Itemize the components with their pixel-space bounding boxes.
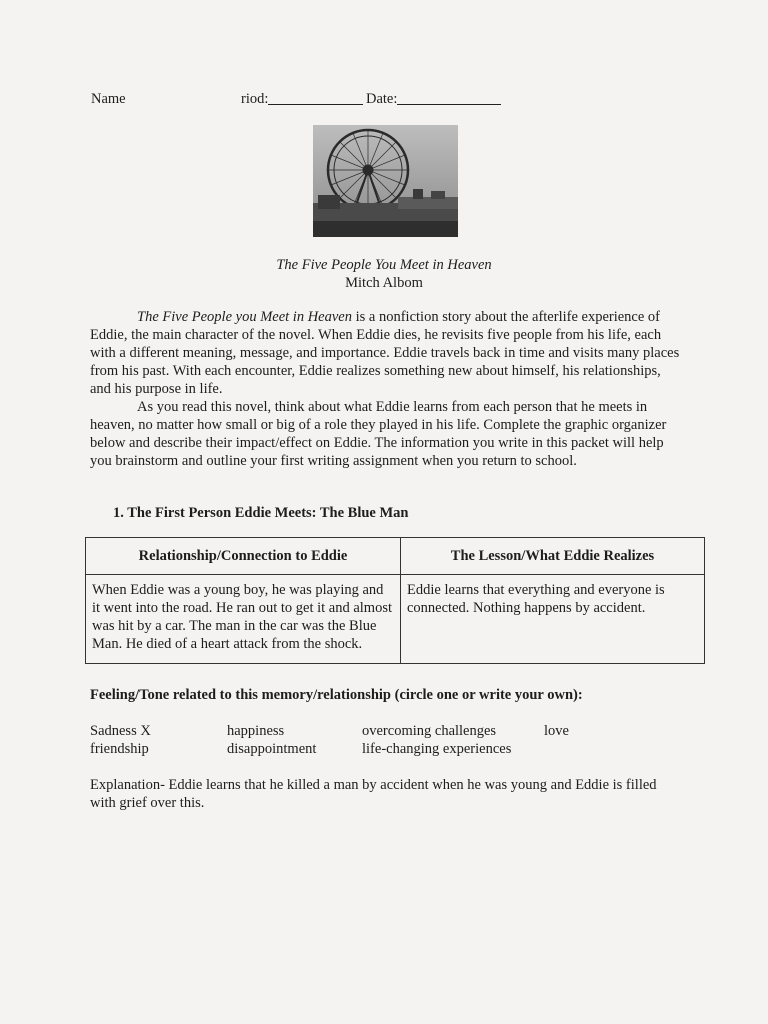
period-label-text: riod:	[241, 91, 269, 107]
graphic-organizer-table	[85, 537, 705, 664]
book-title: The Five People You Meet in Heaven	[276, 257, 492, 273]
tone-option[interactable]: life-changing experiences	[362, 741, 512, 757]
book-title-block	[0, 256, 768, 292]
name-label: Name	[91, 91, 126, 107]
section-1-title: 1. The First Person Eddie Meets: The Blue Man	[113, 505, 409, 521]
book-author: Mitch Albom	[345, 275, 423, 291]
period-blank[interactable]	[268, 91, 363, 105]
date-label	[366, 91, 397, 108]
explanation-text[interactable]: Explanation- Eddie learns that he killed a man by accident when he was young and Eddie is filled with grief over this.	[90, 777, 657, 811]
date-label-text: Date:	[366, 91, 398, 107]
intro-paragraph-1-text: is a nonfiction story about the afterlife experience of Eddie, the main character of the novel. When Eddie dies, he revisits five people from his life, each with a different meaning, message, and importance. Eddie travels back in time and visits many places from his past. With each encounter, Eddie realizes something new about himself, his relationships, and his purpose in life.	[90, 309, 680, 397]
tone-option[interactable]: Sadness X	[90, 723, 151, 739]
lesson-answer[interactable]: Eddie learns that everything and everyone is connected. Nothing happens by accident.	[401, 575, 705, 664]
tone-option[interactable]: happiness	[227, 723, 285, 739]
lesson-header: The Lesson/What Eddie Realizes	[401, 538, 705, 575]
table-row	[86, 575, 705, 664]
tone-option[interactable]: disappointment	[227, 741, 317, 757]
table-header-row	[86, 538, 705, 575]
intro-paragraph-1	[90, 308, 680, 398]
intro-text	[90, 308, 680, 470]
date-blank[interactable]	[397, 91, 501, 105]
relationship-answer[interactable]: When Eddie was a young boy, he was playing and it went into the road. He ran out to get it and almost was hit by a car. The man in the car was the Blue Man. He died of a heart attack from the shock.	[86, 575, 401, 664]
tone-option[interactable]: love	[544, 723, 569, 739]
intro-book-title: The Five People you Meet in Heaven	[137, 309, 352, 325]
feeling-question: Feeling/Tone related to this memory/relationship (circle one or write your own):	[90, 687, 583, 703]
ferris-wheel-photo	[313, 125, 458, 237]
period-label	[241, 91, 268, 108]
intro-paragraph-2: As you read this novel, think about what Eddie learns from each person that he meets in heaven, no matter how small or big of a role they played in his life. Complete the graphic organizer below and describe their impact/effect on Eddie. The information you write in this packet will help you brainstorm and outline your first writing assignment when you return to school.	[90, 399, 667, 469]
tone-option[interactable]: friendship	[90, 741, 149, 757]
relationship-header: Relationship/Connection to Eddie	[86, 538, 401, 575]
tone-option[interactable]: overcoming challenges	[362, 723, 497, 739]
